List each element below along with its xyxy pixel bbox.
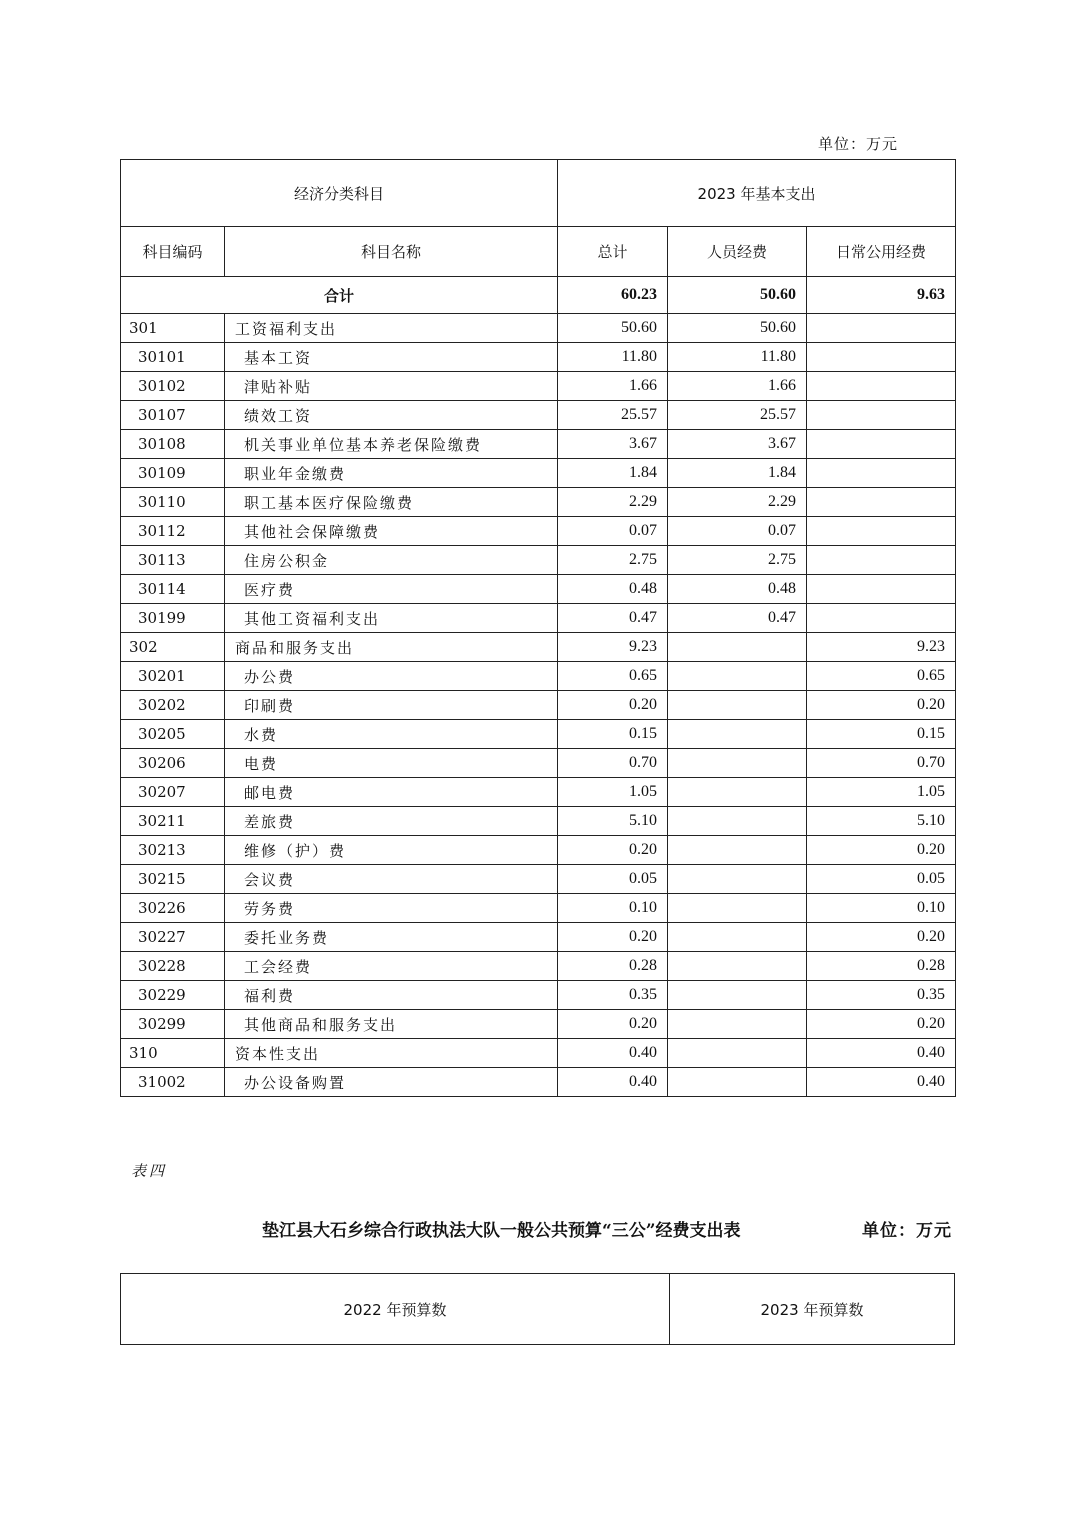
row-code: 310 [121, 1039, 225, 1068]
row-code: 30113 [121, 546, 225, 575]
total-personnel: 50.60 [668, 277, 807, 314]
row-total: 1.84 [558, 459, 668, 488]
row-total: 0.20 [558, 691, 668, 720]
row-personnel [668, 662, 807, 691]
row-total: 50.60 [558, 314, 668, 343]
row-personnel: 3.67 [668, 430, 807, 459]
total-sum: 60.23 [558, 277, 668, 314]
row-public: 0.20 [807, 691, 956, 720]
header-total: 总计 [558, 227, 668, 277]
row-public: 0.15 [807, 720, 956, 749]
table4-label: 表四 [131, 1162, 168, 1180]
table-row [121, 1010, 956, 1039]
table4-unit: 单位：万元 [862, 1221, 952, 1241]
row-personnel: 50.60 [668, 314, 807, 343]
row-name: 商品和服务支出 [225, 633, 558, 662]
row-personnel: 2.75 [668, 546, 807, 575]
table-row [121, 894, 956, 923]
table-row [121, 778, 956, 807]
row-name: 职工基本医疗保险缴费 [225, 488, 558, 517]
row-public [807, 517, 956, 546]
row-name: 其他工资福利支出 [225, 604, 558, 633]
row-personnel [668, 720, 807, 749]
row-total: 0.28 [558, 952, 668, 981]
row-code: 30205 [121, 720, 225, 749]
table-row [121, 749, 956, 778]
table-row [121, 517, 956, 546]
row-name: 住房公积金 [225, 546, 558, 575]
row-public [807, 372, 956, 401]
header-2022-budget: 2022 年预算数 [121, 1274, 670, 1345]
row-name: 办公费 [225, 662, 558, 691]
row-name: 印刷费 [225, 691, 558, 720]
row-code: 30211 [121, 807, 225, 836]
row-name: 维修（护）费 [225, 836, 558, 865]
row-total: 0.48 [558, 575, 668, 604]
table-row [121, 488, 956, 517]
row-code: 30299 [121, 1010, 225, 1039]
row-name: 水费 [225, 720, 558, 749]
row-public [807, 401, 956, 430]
table-row [121, 923, 956, 952]
row-personnel [668, 865, 807, 894]
row-name: 绩效工资 [225, 401, 558, 430]
header-basic-expense: 2023 年基本支出 [558, 160, 956, 227]
row-personnel: 2.29 [668, 488, 807, 517]
row-code: 30207 [121, 778, 225, 807]
table-row [121, 865, 956, 894]
row-name: 工会经费 [225, 952, 558, 981]
row-code: 30229 [121, 981, 225, 1010]
row-code: 30110 [121, 488, 225, 517]
row-public [807, 604, 956, 633]
three-public-table [120, 1273, 955, 1345]
row-personnel: 1.66 [668, 372, 807, 401]
row-code: 30201 [121, 662, 225, 691]
row-personnel [668, 836, 807, 865]
row-name: 其他商品和服务支出 [225, 1010, 558, 1039]
row-public: 0.40 [807, 1068, 956, 1097]
row-personnel: 0.47 [668, 604, 807, 633]
row-code: 30228 [121, 952, 225, 981]
row-name: 邮电费 [225, 778, 558, 807]
row-total: 0.35 [558, 981, 668, 1010]
row-total: 1.66 [558, 372, 668, 401]
header-2023-budget: 2023 年预算数 [670, 1274, 955, 1345]
row-name: 福利费 [225, 981, 558, 1010]
row-total: 5.10 [558, 807, 668, 836]
row-name: 委托业务费 [225, 923, 558, 952]
row-total: 0.20 [558, 836, 668, 865]
row-total: 0.40 [558, 1068, 668, 1097]
row-public: 0.65 [807, 662, 956, 691]
row-code: 30102 [121, 372, 225, 401]
row-public: 1.05 [807, 778, 956, 807]
table-row [121, 691, 956, 720]
row-personnel [668, 952, 807, 981]
row-total: 2.29 [558, 488, 668, 517]
row-total: 0.15 [558, 720, 668, 749]
row-public [807, 488, 956, 517]
row-public [807, 430, 956, 459]
row-code: 30109 [121, 459, 225, 488]
row-code: 30101 [121, 343, 225, 372]
row-total: 3.67 [558, 430, 668, 459]
table-row [121, 459, 956, 488]
row-personnel [668, 1039, 807, 1068]
row-public: 0.28 [807, 952, 956, 981]
total-label: 合计 [121, 277, 558, 314]
row-code: 301 [121, 314, 225, 343]
row-public: 0.05 [807, 865, 956, 894]
row-personnel [668, 981, 807, 1010]
row-name: 津贴补贴 [225, 372, 558, 401]
row-total: 0.70 [558, 749, 668, 778]
row-public: 0.20 [807, 836, 956, 865]
row-code: 30213 [121, 836, 225, 865]
row-name: 会议费 [225, 865, 558, 894]
row-name: 办公设备购置 [225, 1068, 558, 1097]
row-total: 9.23 [558, 633, 668, 662]
row-total: 11.80 [558, 343, 668, 372]
row-name: 工资福利支出 [225, 314, 558, 343]
row-personnel: 25.57 [668, 401, 807, 430]
table-row [121, 430, 956, 459]
row-code: 302 [121, 633, 225, 662]
row-total: 0.07 [558, 517, 668, 546]
header-public: 日常公用经费 [807, 227, 956, 277]
row-public [807, 575, 956, 604]
row-personnel [668, 923, 807, 952]
row-total: 0.40 [558, 1039, 668, 1068]
row-personnel [668, 778, 807, 807]
row-total: 0.47 [558, 604, 668, 633]
header-category: 经济分类科目 [121, 160, 558, 227]
row-public: 0.70 [807, 749, 956, 778]
row-public [807, 546, 956, 575]
total-public: 9.63 [807, 277, 956, 314]
row-name: 基本工资 [225, 343, 558, 372]
row-code: 30202 [121, 691, 225, 720]
table-row [121, 807, 956, 836]
row-total: 0.20 [558, 923, 668, 952]
row-name: 差旅费 [225, 807, 558, 836]
row-code: 30107 [121, 401, 225, 430]
table-row [121, 836, 956, 865]
row-public: 0.20 [807, 923, 956, 952]
row-public: 9.23 [807, 633, 956, 662]
row-name: 资本性支出 [225, 1039, 558, 1068]
table-row [121, 314, 956, 343]
row-code: 30226 [121, 894, 225, 923]
table-row [121, 662, 956, 691]
table-row [121, 575, 956, 604]
table-row [121, 343, 956, 372]
row-personnel [668, 749, 807, 778]
row-total: 0.20 [558, 1010, 668, 1039]
row-personnel [668, 1010, 807, 1039]
row-code: 30199 [121, 604, 225, 633]
unit-label: 单位：万元 [818, 135, 899, 153]
row-personnel: 0.48 [668, 575, 807, 604]
table-row [121, 401, 956, 430]
row-personnel [668, 691, 807, 720]
header-personnel: 人员经费 [668, 227, 807, 277]
row-public: 5.10 [807, 807, 956, 836]
row-total: 0.10 [558, 894, 668, 923]
table-row [121, 981, 956, 1010]
row-public: 0.35 [807, 981, 956, 1010]
row-personnel [668, 633, 807, 662]
row-code: 30227 [121, 923, 225, 952]
row-personnel: 11.80 [668, 343, 807, 372]
row-code: 30206 [121, 749, 225, 778]
table-row [121, 720, 956, 749]
row-personnel [668, 807, 807, 836]
row-name: 医疗费 [225, 575, 558, 604]
row-total: 25.57 [558, 401, 668, 430]
row-public [807, 314, 956, 343]
header-name: 科目名称 [225, 227, 558, 277]
row-public: 0.20 [807, 1010, 956, 1039]
row-name: 劳务费 [225, 894, 558, 923]
row-code: 30215 [121, 865, 225, 894]
row-personnel [668, 894, 807, 923]
row-code: 30112 [121, 517, 225, 546]
row-total: 2.75 [558, 546, 668, 575]
row-public: 0.10 [807, 894, 956, 923]
row-name: 电费 [225, 749, 558, 778]
row-personnel: 0.07 [668, 517, 807, 546]
row-public [807, 343, 956, 372]
row-name: 其他社会保障缴费 [225, 517, 558, 546]
row-name: 职业年金缴费 [225, 459, 558, 488]
basic-expense-table [120, 159, 956, 1097]
row-code: 30114 [121, 575, 225, 604]
table-row [121, 546, 956, 575]
row-public: 0.40 [807, 1039, 956, 1068]
table-row [121, 1068, 956, 1097]
total-row [121, 277, 956, 314]
table-row [121, 952, 956, 981]
table-row [121, 1039, 956, 1068]
row-name: 机关事业单位基本养老保险缴费 [225, 430, 558, 459]
row-personnel [668, 1068, 807, 1097]
row-code: 31002 [121, 1068, 225, 1097]
table-row [121, 372, 956, 401]
row-total: 0.05 [558, 865, 668, 894]
table4-title: 垫江县大石乡综合行政执法大队一般公共预算“三公”经费支出表 [262, 1221, 741, 1241]
row-public [807, 459, 956, 488]
row-code: 30108 [121, 430, 225, 459]
table-row [121, 604, 956, 633]
header-code: 科目编码 [121, 227, 225, 277]
row-personnel: 1.84 [668, 459, 807, 488]
row-total: 1.05 [558, 778, 668, 807]
table-row [121, 633, 956, 662]
row-total: 0.65 [558, 662, 668, 691]
